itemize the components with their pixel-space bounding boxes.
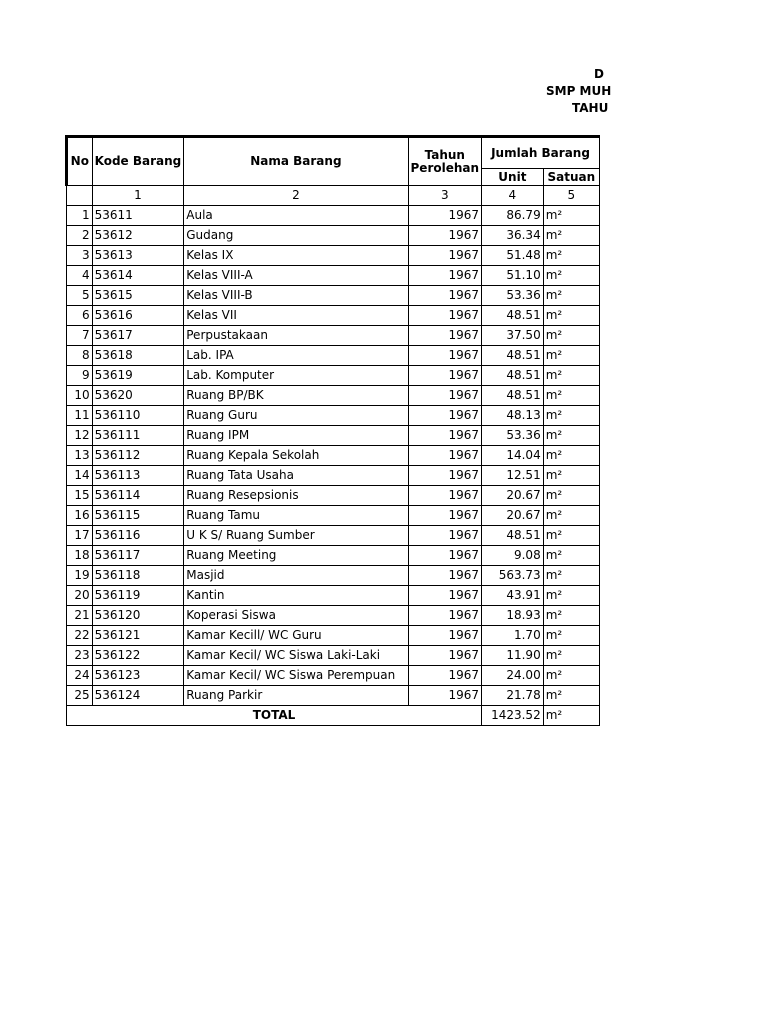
row-tahun: 1967 (408, 486, 482, 506)
row-kode: 53619 (92, 366, 184, 386)
row-tahun: 1967 (408, 526, 482, 546)
row-satuan: m² (543, 606, 599, 626)
row-no: 10 (67, 386, 93, 406)
row-nama: Kantin (184, 586, 408, 606)
table-row (67, 526, 600, 546)
row-tahun: 1967 (408, 646, 482, 666)
table-row (67, 206, 600, 226)
row-no: 3 (67, 246, 93, 266)
row-satuan: m² (543, 446, 599, 466)
table-row (67, 486, 600, 506)
table-row (67, 646, 600, 666)
table-row (67, 226, 600, 246)
row-kode: 53611 (92, 206, 184, 226)
row-unit: 1.70 (482, 626, 544, 646)
row-kode: 536112 (92, 446, 184, 466)
row-unit: 48.51 (482, 306, 544, 326)
row-nama: Ruang BP/BK (184, 386, 408, 406)
row-nama: Ruang Parkir (184, 686, 408, 706)
row-unit: 24.00 (482, 666, 544, 686)
row-no: 4 (67, 266, 93, 286)
col-header-satuan: Satuan (543, 169, 599, 186)
row-kode: 536122 (92, 646, 184, 666)
row-tahun: 1967 (408, 306, 482, 326)
row-tahun: 1967 (408, 566, 482, 586)
table-row (67, 686, 600, 706)
row-no: 2 (67, 226, 93, 246)
row-tahun: 1967 (408, 586, 482, 606)
row-no: 1 (67, 206, 93, 226)
row-no: 13 (67, 446, 93, 466)
row-nama: Lab. Komputer (184, 366, 408, 386)
table-row (67, 666, 600, 686)
row-nama: Kelas VIII-A (184, 266, 408, 286)
row-unit: 18.93 (482, 606, 544, 626)
row-satuan: m² (543, 346, 599, 366)
row-tahun: 1967 (408, 246, 482, 266)
row-satuan: m² (543, 406, 599, 426)
row-kode: 536123 (92, 666, 184, 686)
row-tahun: 1967 (408, 206, 482, 226)
row-kode: 536124 (92, 686, 184, 706)
row-tahun: 1967 (408, 286, 482, 306)
row-tahun: 1967 (408, 226, 482, 246)
row-no: 7 (67, 326, 93, 346)
row-nama: Kelas IX (184, 246, 408, 266)
row-no: 23 (67, 646, 93, 666)
row-satuan: m² (543, 326, 599, 346)
row-satuan: m² (543, 266, 599, 286)
col-number (67, 186, 93, 206)
table-row (67, 406, 600, 426)
row-no: 21 (67, 606, 93, 626)
row-kode: 53618 (92, 346, 184, 366)
row-satuan: m² (543, 546, 599, 566)
row-unit: 12.51 (482, 466, 544, 486)
row-nama: Koperasi Siswa (184, 606, 408, 626)
row-tahun: 1967 (408, 326, 482, 346)
row-satuan: m² (543, 486, 599, 506)
row-unit: 563.73 (482, 566, 544, 586)
inventory-table (65, 135, 600, 726)
row-tahun: 1967 (408, 506, 482, 526)
table-row (67, 286, 600, 306)
col-number: 2 (184, 186, 408, 206)
row-kode: 53612 (92, 226, 184, 246)
row-no: 12 (67, 426, 93, 446)
row-unit: 20.67 (482, 506, 544, 526)
row-nama: Ruang IPM (184, 426, 408, 446)
table-row (67, 306, 600, 326)
row-nama: Kelas VII (184, 306, 408, 326)
row-tahun: 1967 (408, 666, 482, 686)
total-label: TOTAL (67, 706, 482, 726)
row-nama: Masjid (184, 566, 408, 586)
row-unit: 48.51 (482, 366, 544, 386)
table-row (67, 566, 600, 586)
col-header-no: No (67, 137, 93, 186)
col-header-unit: Unit (482, 169, 544, 186)
row-no: 20 (67, 586, 93, 606)
row-kode: 536120 (92, 606, 184, 626)
total-satuan: m² (543, 706, 599, 726)
row-kode: 536115 (92, 506, 184, 526)
row-tahun: 1967 (408, 406, 482, 426)
row-satuan: m² (543, 306, 599, 326)
row-kode: 53617 (92, 326, 184, 346)
row-nama: Ruang Tata Usaha (184, 466, 408, 486)
col-header-tahun: Tahun Perolehan (408, 137, 482, 186)
row-nama: Aula (184, 206, 408, 226)
row-tahun: 1967 (408, 626, 482, 646)
col-number: 1 (92, 186, 184, 206)
row-unit: 48.13 (482, 406, 544, 426)
table-row (67, 266, 600, 286)
row-no: 15 (67, 486, 93, 506)
row-nama: Kamar Kecill/ WC Guru (184, 626, 408, 646)
table-row (67, 506, 600, 526)
col-header-kode: Kode Barang (92, 137, 184, 186)
table-row (67, 326, 600, 346)
table-body (67, 206, 600, 706)
table-row (67, 386, 600, 406)
row-unit: 48.51 (482, 346, 544, 366)
row-no: 16 (67, 506, 93, 526)
table-row (67, 626, 600, 646)
column-number-row (67, 186, 600, 206)
title-line-2: SMP MUH (546, 84, 612, 98)
row-no: 18 (67, 546, 93, 566)
row-tahun: 1967 (408, 426, 482, 446)
row-kode: 536116 (92, 526, 184, 546)
row-tahun: 1967 (408, 546, 482, 566)
row-tahun: 1967 (408, 606, 482, 626)
row-nama: Ruang Kepala Sekolah (184, 446, 408, 466)
row-kode: 536111 (92, 426, 184, 446)
title-line-3: TAHU (572, 101, 609, 115)
row-unit: 21.78 (482, 686, 544, 706)
row-no: 19 (67, 566, 93, 586)
total-unit: 1423.52 (482, 706, 544, 726)
row-kode: 536121 (92, 626, 184, 646)
row-tahun: 1967 (408, 446, 482, 466)
table-row (67, 246, 600, 266)
row-satuan: m² (543, 286, 599, 306)
row-satuan: m² (543, 246, 599, 266)
row-satuan: m² (543, 426, 599, 446)
row-satuan: m² (543, 686, 599, 706)
row-tahun: 1967 (408, 386, 482, 406)
row-kode: 536114 (92, 486, 184, 506)
row-satuan: m² (543, 526, 599, 546)
row-no: 17 (67, 526, 93, 546)
row-nama: Ruang Tamu (184, 506, 408, 526)
row-nama: Lab. IPA (184, 346, 408, 366)
total-row (67, 706, 600, 726)
table-footer (67, 706, 600, 726)
table-row (67, 606, 600, 626)
table-row (67, 426, 600, 446)
row-no: 8 (67, 346, 93, 366)
row-unit: 36.34 (482, 226, 544, 246)
row-unit: 48.51 (482, 526, 544, 546)
row-nama: Ruang Resepsionis (184, 486, 408, 506)
row-kode: 536110 (92, 406, 184, 426)
row-kode: 536119 (92, 586, 184, 606)
row-no: 6 (67, 306, 93, 326)
table-row (67, 586, 600, 606)
col-number: 5 (543, 186, 599, 206)
row-unit: 53.36 (482, 286, 544, 306)
table-row (67, 466, 600, 486)
row-nama: Kamar Kecil/ WC Siswa Laki-Laki (184, 646, 408, 666)
row-unit: 48.51 (482, 386, 544, 406)
row-nama: Gudang (184, 226, 408, 246)
row-unit: 20.67 (482, 486, 544, 506)
row-unit: 11.90 (482, 646, 544, 666)
row-satuan: m² (543, 646, 599, 666)
row-satuan: m² (543, 566, 599, 586)
row-tahun: 1967 (408, 346, 482, 366)
row-satuan: m² (543, 206, 599, 226)
row-kode: 536113 (92, 466, 184, 486)
row-kode: 53614 (92, 266, 184, 286)
row-no: 24 (67, 666, 93, 686)
row-unit: 14.04 (482, 446, 544, 466)
row-kode: 53620 (92, 386, 184, 406)
row-satuan: m² (543, 466, 599, 486)
table-header (67, 137, 600, 206)
row-unit: 37.50 (482, 326, 544, 346)
row-unit: 53.36 (482, 426, 544, 446)
row-tahun: 1967 (408, 686, 482, 706)
row-kode: 53615 (92, 286, 184, 306)
row-no: 9 (67, 366, 93, 386)
row-unit: 86.79 (482, 206, 544, 226)
row-satuan: m² (543, 386, 599, 406)
row-unit: 9.08 (482, 546, 544, 566)
col-header-nama: Nama Barang (184, 137, 408, 186)
row-nama: Kelas VIII-B (184, 286, 408, 306)
table-row (67, 546, 600, 566)
row-unit: 51.48 (482, 246, 544, 266)
row-nama: Kamar Kecil/ WC Siswa Perempuan (184, 666, 408, 686)
row-no: 14 (67, 466, 93, 486)
row-tahun: 1967 (408, 266, 482, 286)
row-nama: U K S/ Ruang Sumber (184, 526, 408, 546)
row-satuan: m² (543, 666, 599, 686)
row-unit: 51.10 (482, 266, 544, 286)
row-no: 11 (67, 406, 93, 426)
row-unit: 43.91 (482, 586, 544, 606)
row-no: 22 (67, 626, 93, 646)
table-row (67, 366, 600, 386)
col-number: 3 (408, 186, 482, 206)
row-satuan: m² (543, 506, 599, 526)
row-kode: 53616 (92, 306, 184, 326)
row-tahun: 1967 (408, 366, 482, 386)
row-nama: Ruang Meeting (184, 546, 408, 566)
row-kode: 536117 (92, 546, 184, 566)
row-kode: 53613 (92, 246, 184, 266)
row-satuan: m² (543, 586, 599, 606)
row-no: 5 (67, 286, 93, 306)
table-row (67, 346, 600, 366)
row-nama: Ruang Guru (184, 406, 408, 426)
row-nama: Perpustakaan (184, 326, 408, 346)
col-number: 4 (482, 186, 544, 206)
row-satuan: m² (543, 626, 599, 646)
row-satuan: m² (543, 366, 599, 386)
row-no: 25 (67, 686, 93, 706)
col-header-jumlah: Jumlah Barang (482, 137, 600, 169)
title-line-1: D (594, 67, 604, 81)
row-satuan: m² (543, 226, 599, 246)
row-tahun: 1967 (408, 466, 482, 486)
table-row (67, 446, 600, 466)
row-kode: 536118 (92, 566, 184, 586)
